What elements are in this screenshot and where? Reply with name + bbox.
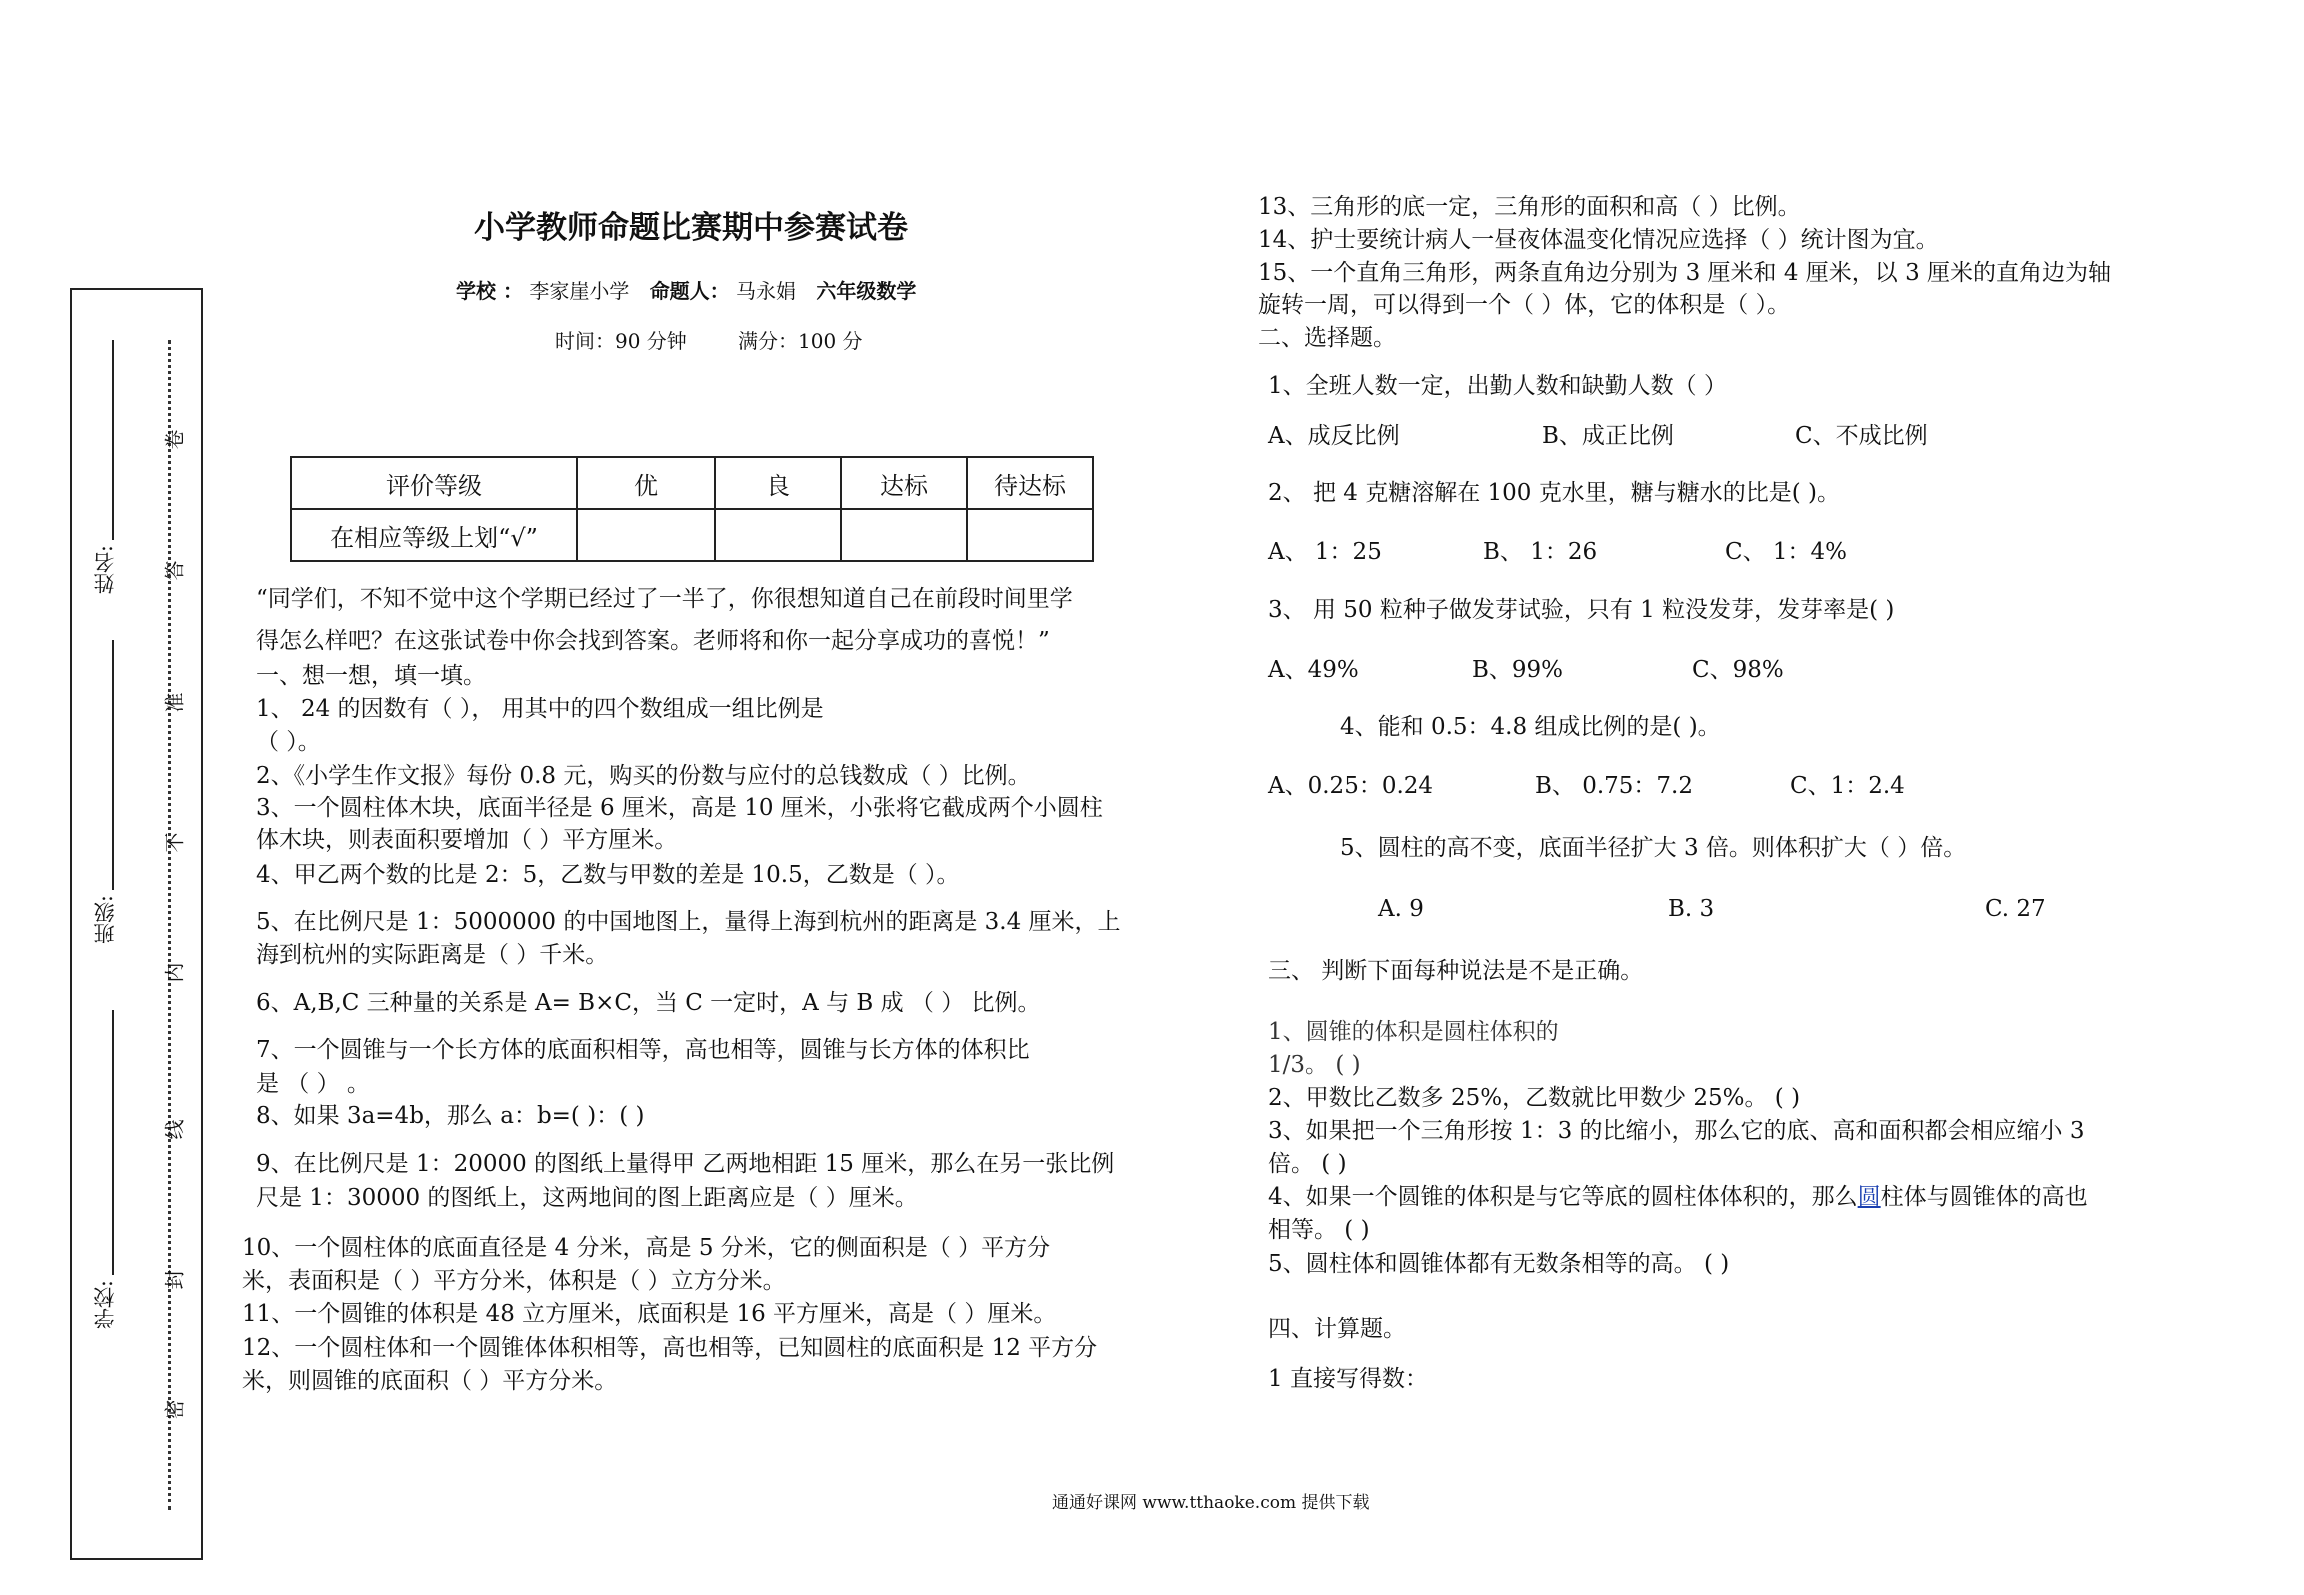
fill-q11: 11、一个圆锥的体积是 48 立方厘米，底面积是 16 平方厘米，高是（ ）厘米。	[242, 1301, 1057, 1327]
school-write-line	[112, 1010, 114, 1275]
judge-q3-line1: 3、如果把一个三角形按 1：3 的比缩小，那么它的底、高和面积都会相应缩小 3	[1268, 1118, 2085, 1144]
sidebar-class-label: 班级:	[93, 895, 117, 945]
choice-q5: 5、圆柱的高不变，底面半径扩大 3 倍。则体积扩大（ ）倍。	[1340, 835, 1967, 861]
choice-q2-opt-b[interactable]: B、 1：26	[1483, 539, 1598, 565]
seal-char-6: 准	[162, 692, 187, 713]
seal-dotted-line	[168, 340, 171, 1510]
fill-q2: 2、《小学生作文报》每份 0.8 元，购买的份数与应付的总钱数成（ ）比例。	[256, 763, 1031, 789]
choice-q2: 2、 把 4 克糖溶解在 100 克水里，糖与糖水的比是( )。	[1268, 480, 1840, 506]
seal-char-7: 答	[162, 560, 187, 581]
table-row	[291, 509, 1093, 561]
judge-q2: 2、甲数比乙数多 25%，乙数就比甲数少 25%。 ( )	[1268, 1085, 1801, 1111]
fill-q1-line1: 1、 24 的因数有（ ）， 用其中的四个数组成一组比例是	[256, 696, 824, 722]
fill-q10-line1: 10、一个圆柱体的底面直径是 4 分米，高是 5 分米，它的侧面积是（ ）平方分	[242, 1235, 1051, 1261]
eval-header-excellent: 优	[577, 457, 715, 509]
calc-q1: 1 直接写得数：	[1268, 1366, 1428, 1392]
choice-q4: 4、能和 0.5：4.8 组成比例的是( )。	[1340, 714, 1721, 740]
choice-q1-opt-a[interactable]: A、成反比例	[1268, 423, 1400, 449]
sidebar-name-label: 姓名:	[93, 545, 117, 595]
choice-q3-opt-c[interactable]: C、98%	[1692, 657, 1784, 683]
class-write-line	[112, 640, 114, 890]
eval-header-level: 评价等级	[291, 457, 577, 509]
score-info: 满分：100 分	[738, 329, 863, 353]
school-label: 学校 ：	[456, 279, 523, 303]
judge-q4-line2: 相等。 ( )	[1268, 1217, 1370, 1243]
choice-q1: 1、全班人数一定，出勤人数和缺勤人数（ ）	[1268, 373, 1727, 399]
fill-q5-line1: 5、在比例尺是 1：5000000 的中国地图上，量得上海到杭州的距离是 3.4 厘米，上	[256, 909, 1121, 935]
choice-q1-opt-c[interactable]: C、不成比例	[1795, 423, 1928, 449]
footer-source: 通通好课网 www.tthaoke.com 提供下载	[1052, 1493, 1370, 1513]
page-title: 小学教师命题比赛期中参赛试卷	[474, 210, 908, 246]
seal-char-3: 线	[162, 1119, 187, 1140]
judge-q1-line1: 1、圆锥的体积是圆柱体积的	[1268, 1019, 1559, 1045]
fill-q1-line2: （ ）。	[256, 729, 321, 755]
grade: 六年级数学	[816, 279, 917, 303]
section4-title: 四、计算题。	[1268, 1316, 1406, 1342]
fill-q7-line1: 7、一个圆锥与一个长方体的底面积相等，高也相等，圆锥与长方体的体积比	[256, 1037, 1030, 1063]
judge-q4-link[interactable]: 圆	[1857, 1184, 1881, 1210]
author-name: 马永娟	[736, 279, 797, 303]
choice-q5-opt-b[interactable]: B. 3	[1668, 896, 1715, 922]
choice-q3-opt-a[interactable]: A、49%	[1268, 657, 1359, 683]
fill-q10-line2: 米，表面积是（ ）平方分米，体积是（ ）立方分米。	[242, 1268, 786, 1294]
author-label: 命题人：	[649, 279, 730, 303]
fill-q9-line2: 尺是 1：30000 的图纸上，这两地间的图上距离应是（ ）厘米。	[256, 1185, 918, 1211]
fill-q8: 8、如果 3a=4b，那么 a：b=( )：( )	[256, 1103, 645, 1129]
table-row	[291, 457, 1093, 509]
choice-q5-opt-a[interactable]: A. 9	[1378, 896, 1424, 922]
choice-q4-opt-c[interactable]: C、1：2.4	[1790, 773, 1905, 799]
judge-q3-line2: 倍。 ( )	[1268, 1151, 1347, 1177]
fill-q3-line2: 体木块，则表面积要增加（ ）平方厘米。	[256, 827, 678, 853]
choice-q4-opt-a[interactable]: A、0.25：0.24	[1268, 773, 1434, 799]
seal-char-1: 密	[162, 1399, 187, 1420]
choice-q3: 3、 用 50 粒种子做发芽试验，只有 1 粒没发芽，发芽率是( )	[1268, 597, 1895, 623]
eval-header-pending: 待达标	[967, 457, 1093, 509]
eval-header-good: 良	[715, 457, 841, 509]
choice-q2-opt-c[interactable]: C、 1：4%	[1725, 539, 1848, 565]
judge-q4-text: 4、如果一个圆锥的体积是与它等底的圆柱体体积的，那么	[1268, 1184, 1858, 1210]
intro-line-1: “同学们，不知不觉中这个学期已经过了一半了，你很想知道自己在前段时间里学	[256, 586, 1073, 612]
choice-q3-opt-b[interactable]: B、99%	[1472, 657, 1564, 683]
choice-q5-opt-c[interactable]: C. 27	[1985, 896, 2046, 922]
eval-cell-pending[interactable]	[967, 509, 1093, 561]
fill-q15-line2: 旋转一周，可以得到一个（ ）体，它的体积是（ ）。	[1258, 292, 1791, 318]
seal-char-2: 封	[162, 1269, 187, 1290]
fill-q7-line2: 是 （ ） 。	[256, 1071, 370, 1097]
eval-cell-good[interactable]	[715, 509, 841, 561]
seal-char-4: 内	[162, 962, 187, 983]
fill-q4: 4、甲乙两个数的比是 2：5，乙数与甲数的差是 10.5，乙数是（ ）。	[256, 862, 960, 888]
judge-q5: 5、圆柱体和圆锥体都有无数条相等的高。 ( )	[1268, 1251, 1730, 1277]
eval-cell-pass[interactable]	[841, 509, 967, 561]
intro-line-2: 得怎么样吧？在这张试卷中你会找到答案。老师将和你一起分享成功的喜悦！”	[256, 628, 1050, 654]
time-info: 时间：90 分钟	[555, 329, 687, 353]
fill-q6: 6、A,B,C 三种量的关系是 A= B×C，当 C 一定时，A 与 B 成 （ ） 比例。	[256, 990, 1041, 1016]
fill-q5-line2: 海到杭州的实际距离是（ ）千米。	[256, 942, 609, 968]
judge-q1-line2: 1/3。 ( )	[1268, 1052, 1361, 1078]
fill-q13: 13、三角形的底一定，三角形的面积和高（ ）比例。	[1258, 194, 1801, 220]
eval-cell-excellent[interactable]	[577, 509, 715, 561]
section2-title: 二、选择题。	[1258, 325, 1396, 351]
name-write-line	[112, 340, 114, 540]
judge-q4-line1	[1268, 1181, 2088, 1214]
fill-q15-line1: 15、一个直角三角形，两条直角边分别为 3 厘米和 4 厘米，以 3 厘米的直角边为轴	[1258, 260, 2112, 286]
school-name: 李家崖小学	[529, 279, 630, 303]
evaluation-table	[290, 456, 1094, 562]
header-meta	[456, 275, 916, 304]
fill-q12-line1: 12、一个圆柱体和一个圆锥体体积相等，高也相等，已知圆柱的底面积是 12 平方分	[242, 1335, 1098, 1361]
sidebar-school-label: 学校:	[93, 1280, 117, 1330]
choice-q2-opt-a[interactable]: A、 1：25	[1268, 539, 1382, 565]
section3-title: 三、 判断下面每种说法是不是正确。	[1268, 958, 1644, 984]
judge-q4-tail: 柱体与圆锥体的高也	[1880, 1184, 2088, 1210]
fill-q9-line1: 9、在比例尺是 1：20000 的图纸上量得甲 乙两地相距 15 厘米，那么在另一张比例	[256, 1151, 1115, 1177]
fill-q12-line2: 米，则圆锥的底面积（ ）平方分米。	[242, 1368, 618, 1394]
section1-title: 一、想一想，填一填。	[256, 663, 486, 689]
choice-q4-opt-b[interactable]: B、 0.75：7.2	[1535, 773, 1694, 799]
eval-row-label: 在相应等级上划“√”	[291, 509, 577, 561]
choice-q1-opt-b[interactable]: B、成正比例	[1542, 423, 1674, 449]
seal-char-5: 不	[162, 832, 187, 853]
fill-q14: 14、护士要统计病人一昼夜体温变化情况应选择（ ）统计图为宜。	[1258, 227, 1939, 253]
eval-header-pass: 达标	[841, 457, 967, 509]
seal-char-8: 卷	[162, 429, 187, 450]
fill-q3-line1: 3、一个圆柱体木块，底面半径是 6 厘米，高是 10 厘米，小张将它截成两个小圆柱	[256, 795, 1103, 821]
